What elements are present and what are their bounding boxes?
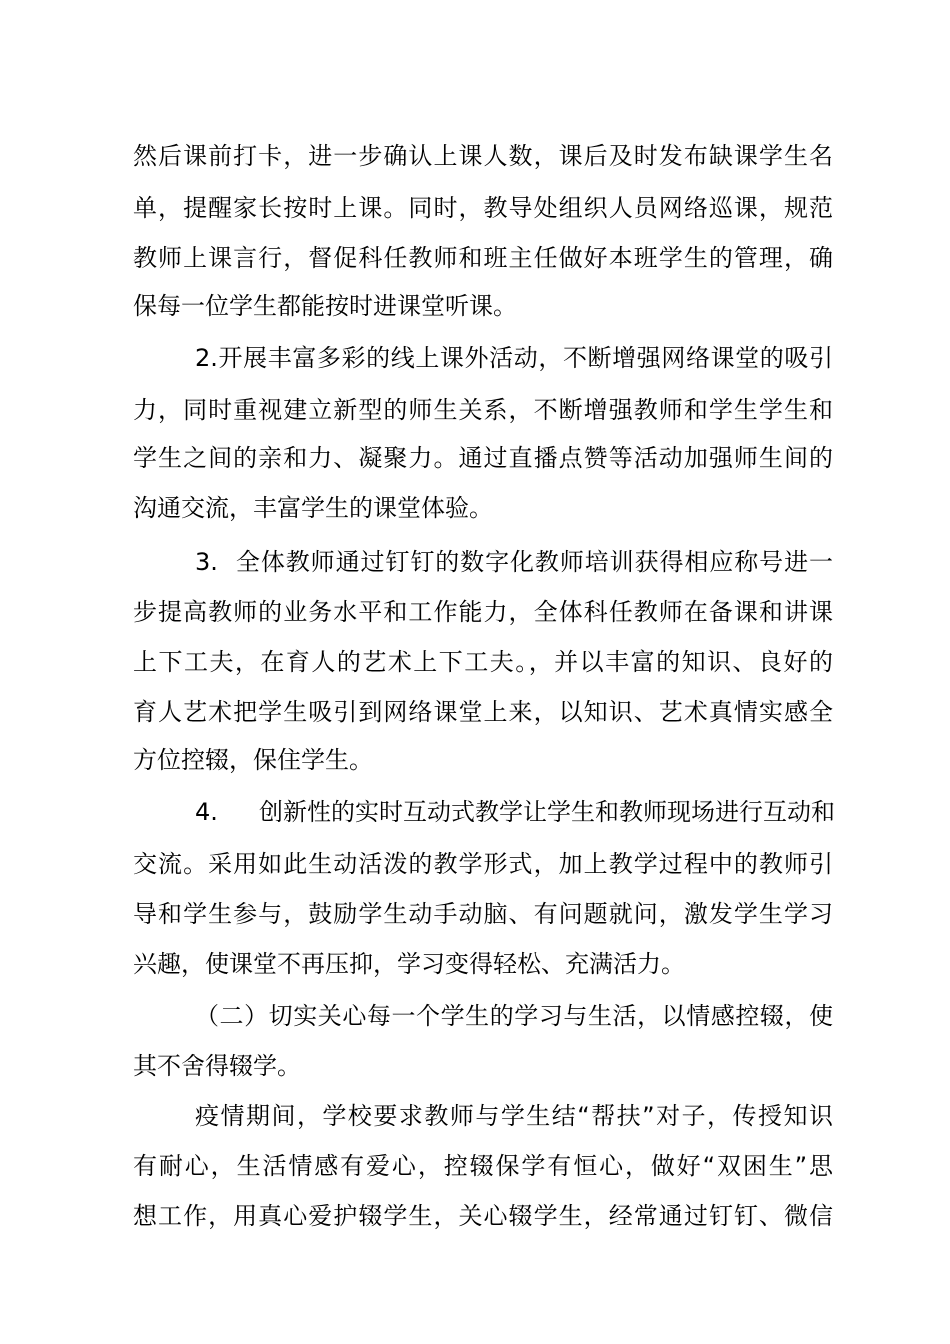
paragraph-line: 疫情期间，学校要求教师与学生结“帮扶”对子，传授知识 xyxy=(195,1102,833,1130)
paragraph-line: 导和学生参与，鼓励学生动手动脑、有问题就问，激发学生学习 xyxy=(133,900,833,928)
paragraph-line: 步提高教师的业务水平和工作能力，全体科任教师在备课和讲课 xyxy=(133,598,833,626)
paragraph-line: 有耐心，生活情感有爱心，控辍保学有恒心，做好“双困生”思 xyxy=(133,1152,833,1180)
paragraph-line: 交流。采用如此生动活泼的教学形式，加上教学过程中的教师引 xyxy=(133,850,833,878)
section-heading-line: （二）切实关心每一个学生的学习与生活，以情感控辍，使 xyxy=(195,1002,833,1030)
numbered-item-4-line xyxy=(195,792,833,832)
item-number: 3. xyxy=(195,548,218,576)
paragraph-line: 兴趣，使课堂不再压抑，学习变得轻松、充满活力。 xyxy=(133,950,685,978)
paragraph-line: 沟通交流，丰富学生的课堂体验。 xyxy=(133,494,493,522)
paragraph-line: 保每一位学生都能按时进课堂听课。 xyxy=(133,292,517,320)
item-number: 4. xyxy=(195,798,218,826)
numbered-item-3-line xyxy=(195,542,833,582)
paragraph-line: 单，提醒家长按时上课。同时，教导处组织人员网络巡课，规范 xyxy=(133,194,833,222)
paragraph-line: 育人艺术把学生吸引到网络课堂上来，以知识、艺术真情实感全 xyxy=(133,698,833,726)
section-heading-line: 其不舍得辍学。 xyxy=(133,1052,301,1080)
paragraph-line: 教师上课言行，督促科任教师和班主任做好本班学生的管理，确 xyxy=(133,244,833,272)
paragraph-text: 创新性的实时互动式教学让学生和教师现场进行互动和 xyxy=(259,798,835,826)
paragraph-line: 力，同时重视建立新型的师生关系，不断增强教师和学生学生和 xyxy=(133,396,833,424)
paragraph-line: 想工作，用真心爱护辍学生，关心辍学生，经常通过钉钉、微信 xyxy=(133,1202,833,1230)
paragraph-line: 然后课前打卡，进一步确认上课人数，课后及时发布缺课学生名 xyxy=(133,142,833,170)
paragraph-line: 2.开展丰富多彩的线上课外活动，不断增强网络课堂的吸引 xyxy=(195,344,833,372)
paragraph-line: 上下工夫，在育人的艺术上下工夫。，并以丰富的知识、良好的 xyxy=(133,648,833,676)
paragraph-line: 方位控辍，保住学生。 xyxy=(133,746,373,774)
paragraph-text: 全体教师通过钉钉的数字化教师培训获得相应称号进一 xyxy=(235,548,833,576)
paragraph-line: 学生之间的亲和力、凝聚力。通过直播点赞等活动加强师生间的 xyxy=(133,444,833,472)
